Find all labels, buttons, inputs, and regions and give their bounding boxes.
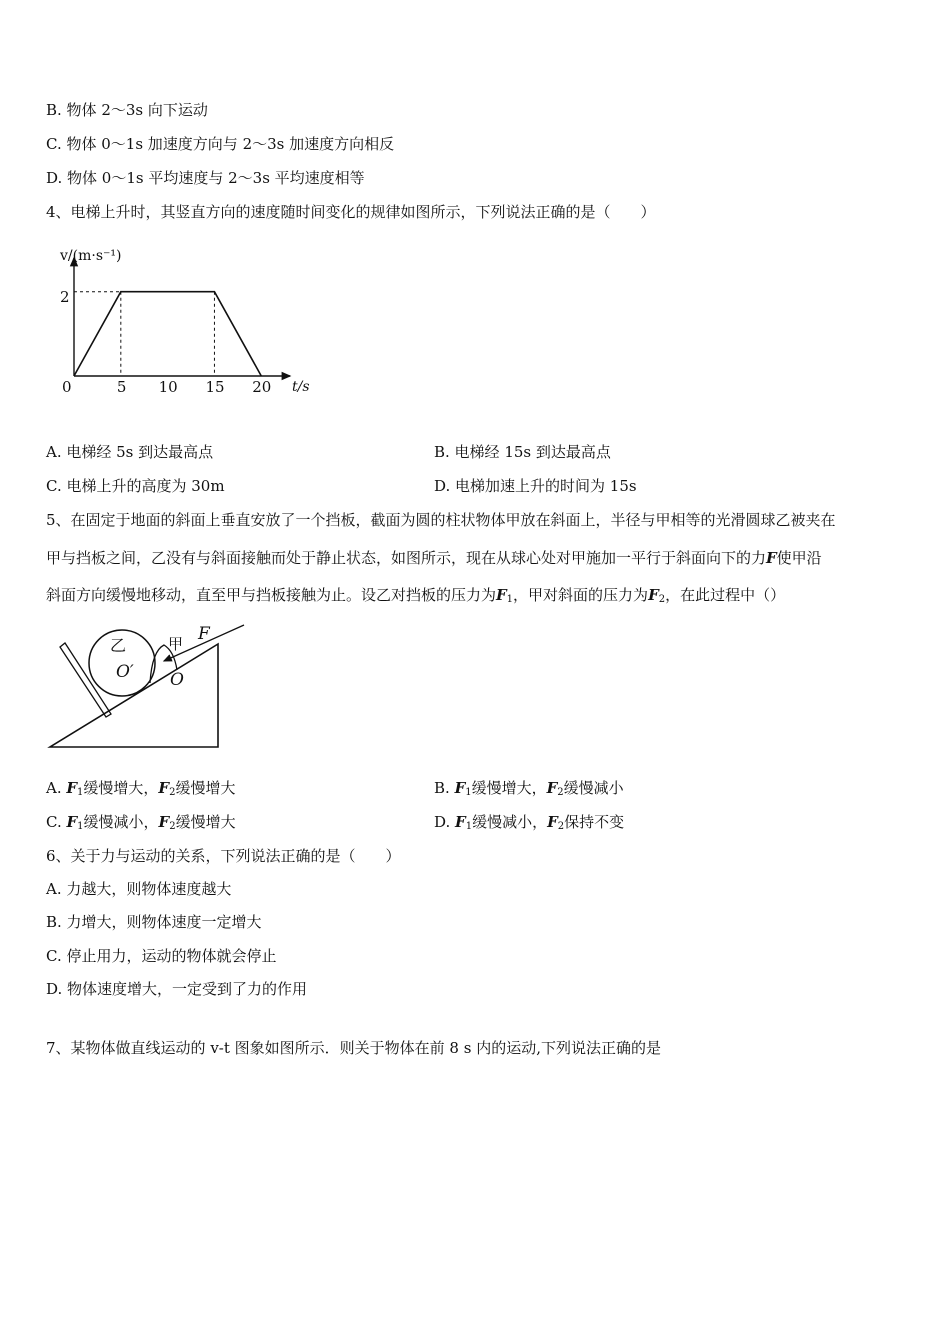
- q4-stem: 4、电梯上升时，其竖直方向的速度随时间变化的规律如图所示，下列说法正确的是（ ）: [46, 203, 656, 221]
- q6-option-d: D. 物体速度增大，一定受到了力的作用: [46, 980, 308, 998]
- q5-option-d: D. $F_1$缓慢减小，$F_2$保持不变: [434, 813, 625, 832]
- x-tick-label: 20: [252, 378, 272, 396]
- series-line: [74, 292, 261, 376]
- vt-graph: [50, 238, 325, 408]
- q6-stem: 6、关于力与运动的关系，下列说法正确的是（ ）: [46, 847, 401, 865]
- q6-option-a: A. 力越大，则物体速度越大: [46, 880, 232, 898]
- q3-option-d: D. 物体 0～1s 平均速度与 2～3s 平均速度相等: [46, 169, 365, 187]
- q5-option-b: B. $F_1$缓慢增大，$F_2$缓慢减小: [434, 779, 624, 798]
- q4-option-a: A. 电梯经 5s 到达最高点: [46, 443, 214, 461]
- q5-stem-line1: 5、在固定于地面的斜面上垂直安放了一个挡板，截面为圆的柱状物体甲放在斜面上，半径与甲相等的光滑圆球乙被夹在: [46, 511, 836, 529]
- q4-option-d: D. 电梯加速上升的时间为 15s: [434, 477, 637, 495]
- y-axis-label: v/(m·s⁻¹): [60, 248, 122, 264]
- x-axis-label: t/s: [292, 379, 310, 395]
- q5-stem-line3: 斜面方向缓慢地移动，直至甲与挡板接触为止。设乙对挡板的压力为$F_1$，甲对斜面的压力为$F_2$，在此过程中（）: [46, 586, 786, 605]
- origin-label: 0: [62, 378, 72, 396]
- q6-option-c: C. 停止用力，运动的物体就会停止: [46, 947, 277, 965]
- incline-figure: [46, 615, 256, 755]
- q4-option-c: C. 电梯上升的高度为 30m: [46, 477, 225, 495]
- x-tick-label: 15: [205, 378, 225, 396]
- q7-stem: 7、某物体做直线运动的 v-t 图象如图所示．则关于物体在前 8 s 内的运动,下列说法正确的是: [46, 1039, 661, 1057]
- q3-option-c: C. 物体 0～1s 加速度方向与 2～3s 加速度方向相反: [46, 135, 395, 153]
- label-f: F: [198, 624, 210, 644]
- label-jia: 甲: [168, 635, 184, 653]
- q4-option-b: B. 电梯经 15s 到达最高点: [434, 443, 611, 461]
- label-o: O: [170, 670, 184, 690]
- x-tick-label: 5: [116, 378, 127, 396]
- label-yi: 乙: [110, 636, 127, 655]
- x-tick-label: 10: [158, 378, 178, 396]
- baffle-plate: [60, 643, 111, 717]
- q5-option-a: A. $F_1$缓慢增大，$F_2$缓慢增大: [46, 779, 236, 798]
- y-tick-label: 2: [60, 288, 70, 306]
- q6-option-b: B. 力增大，则物体速度一定增大: [46, 913, 262, 931]
- q5-stem-line2: 甲与挡板之间，乙没有与斜面接触而处于静止状态，如图所示，现在从球心处对甲施加一平行于斜面向下的力F使甲沿: [46, 549, 822, 567]
- label-o-prime: O′: [116, 662, 134, 682]
- q5-option-c: C. $F_1$缓慢减小，$F_2$缓慢增大: [46, 813, 236, 832]
- q3-option-b: B. 物体 2～3s 向下运动: [46, 101, 208, 119]
